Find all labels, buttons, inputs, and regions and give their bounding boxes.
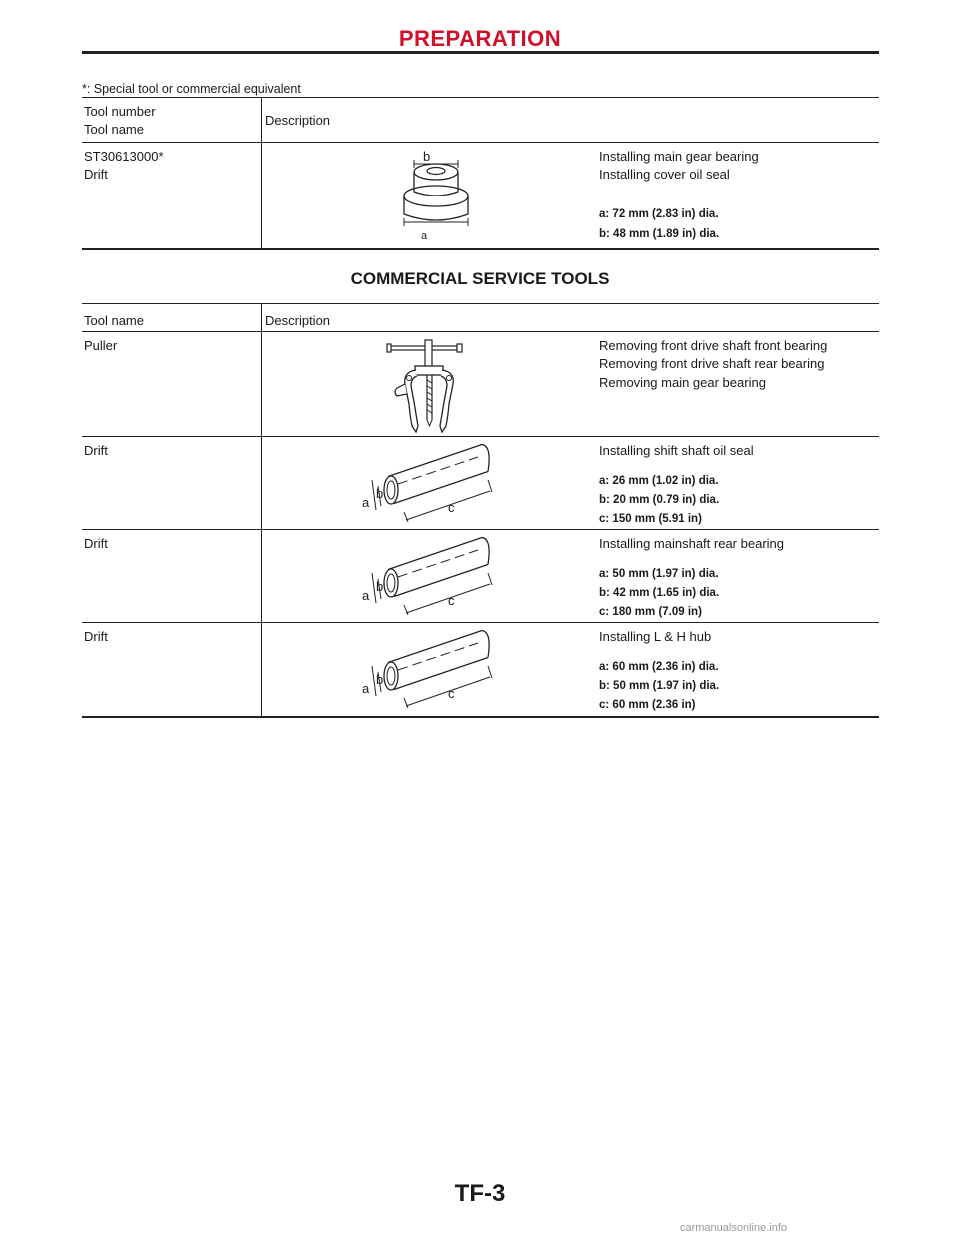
column-divider — [261, 303, 262, 717]
spec-line: a: 60 mm (2.36 in) dia. — [599, 661, 719, 673]
tool-name: Drift — [84, 167, 108, 182]
row-divider — [82, 529, 879, 530]
tool-name: Puller — [84, 338, 118, 353]
spec-line: a: 26 mm (1.02 in) dia. — [599, 475, 719, 487]
fig-label-a: a — [362, 495, 370, 510]
spec-line: c: 180 mm (7.09 in) — [599, 606, 702, 618]
description-line: Installing shift shaft oil seal — [599, 443, 754, 458]
header-tool-name: Tool name — [84, 122, 144, 137]
header-rule — [82, 331, 879, 332]
spec-line: a: 72 mm (2.83 in) dia. — [599, 208, 719, 220]
fig-label-b: b — [423, 149, 431, 164]
fig-label-b: b — [376, 672, 384, 687]
row-divider — [82, 436, 879, 437]
header-rule — [82, 142, 879, 143]
fig-label-b: b — [376, 486, 384, 501]
header-tool-number: Tool number — [84, 104, 156, 119]
spec-line: b: 50 mm (1.97 in) dia. — [599, 680, 720, 692]
drift-tube-figure — [358, 440, 498, 522]
watermark: carmanualsonline.info — [680, 1222, 788, 1234]
header-tool-name: Tool name — [84, 313, 144, 328]
description-line: Installing main gear bearing — [599, 149, 759, 164]
column-divider — [261, 97, 262, 249]
drift-tube-figure — [358, 533, 498, 615]
page-title: PREPARATION — [398, 26, 562, 51]
row-divider — [82, 622, 879, 623]
fig-label-a: a — [362, 681, 370, 696]
spec-line: c: 60 mm (2.36 in) — [599, 699, 696, 711]
drift-tube-figure — [358, 626, 498, 708]
description-line: Installing mainshaft rear bearing — [599, 536, 784, 551]
table-top-rule — [82, 97, 879, 98]
fig-label-c: c — [448, 686, 455, 701]
description-line: Installing cover oil seal — [599, 167, 730, 182]
fig-label-c: c — [448, 593, 455, 608]
fig-label-c: c — [448, 500, 455, 515]
tool-number: ST30613000* — [84, 149, 164, 164]
spec-line: b: 42 mm (1.65 in) dia. — [599, 587, 720, 599]
fig-label-a: a — [421, 230, 428, 240]
table-bottom-rule — [82, 716, 879, 718]
tool-name: Drift — [84, 443, 108, 458]
spec-line: a: 50 mm (1.97 in) dia. — [599, 568, 719, 580]
fig-label-a: a — [362, 588, 370, 603]
description-line: Removing front drive shaft rear bearing — [599, 356, 825, 371]
header-description: Description — [265, 313, 331, 328]
description-line: Removing main gear bearing — [599, 375, 766, 390]
description-line: Installing L & H hub — [599, 629, 712, 644]
special-tool-note: *: Special tool or commercial equivalent — [82, 82, 301, 96]
description-line: Removing front drive shaft front bearing — [599, 338, 828, 353]
section-title: COMMERCIAL SERVICE TOOLS — [350, 269, 610, 288]
spec-line: b: 20 mm (0.79 in) dia. — [599, 494, 720, 506]
tool-name: Drift — [84, 536, 108, 551]
page-number: TF-3 — [454, 1180, 506, 1207]
table-bottom-rule — [82, 248, 879, 250]
table-top-rule — [82, 303, 879, 304]
spec-line: b: 48 mm (1.89 in) dia. — [599, 228, 720, 240]
title-rule — [82, 51, 879, 54]
puller-figure — [385, 338, 475, 436]
drift-st30613000-figure — [390, 148, 470, 240]
spec-line: c: 150 mm (5.91 in) — [599, 513, 702, 525]
fig-label-b: b — [376, 579, 384, 594]
header-description: Description — [265, 113, 331, 128]
tool-name: Drift — [84, 629, 108, 644]
